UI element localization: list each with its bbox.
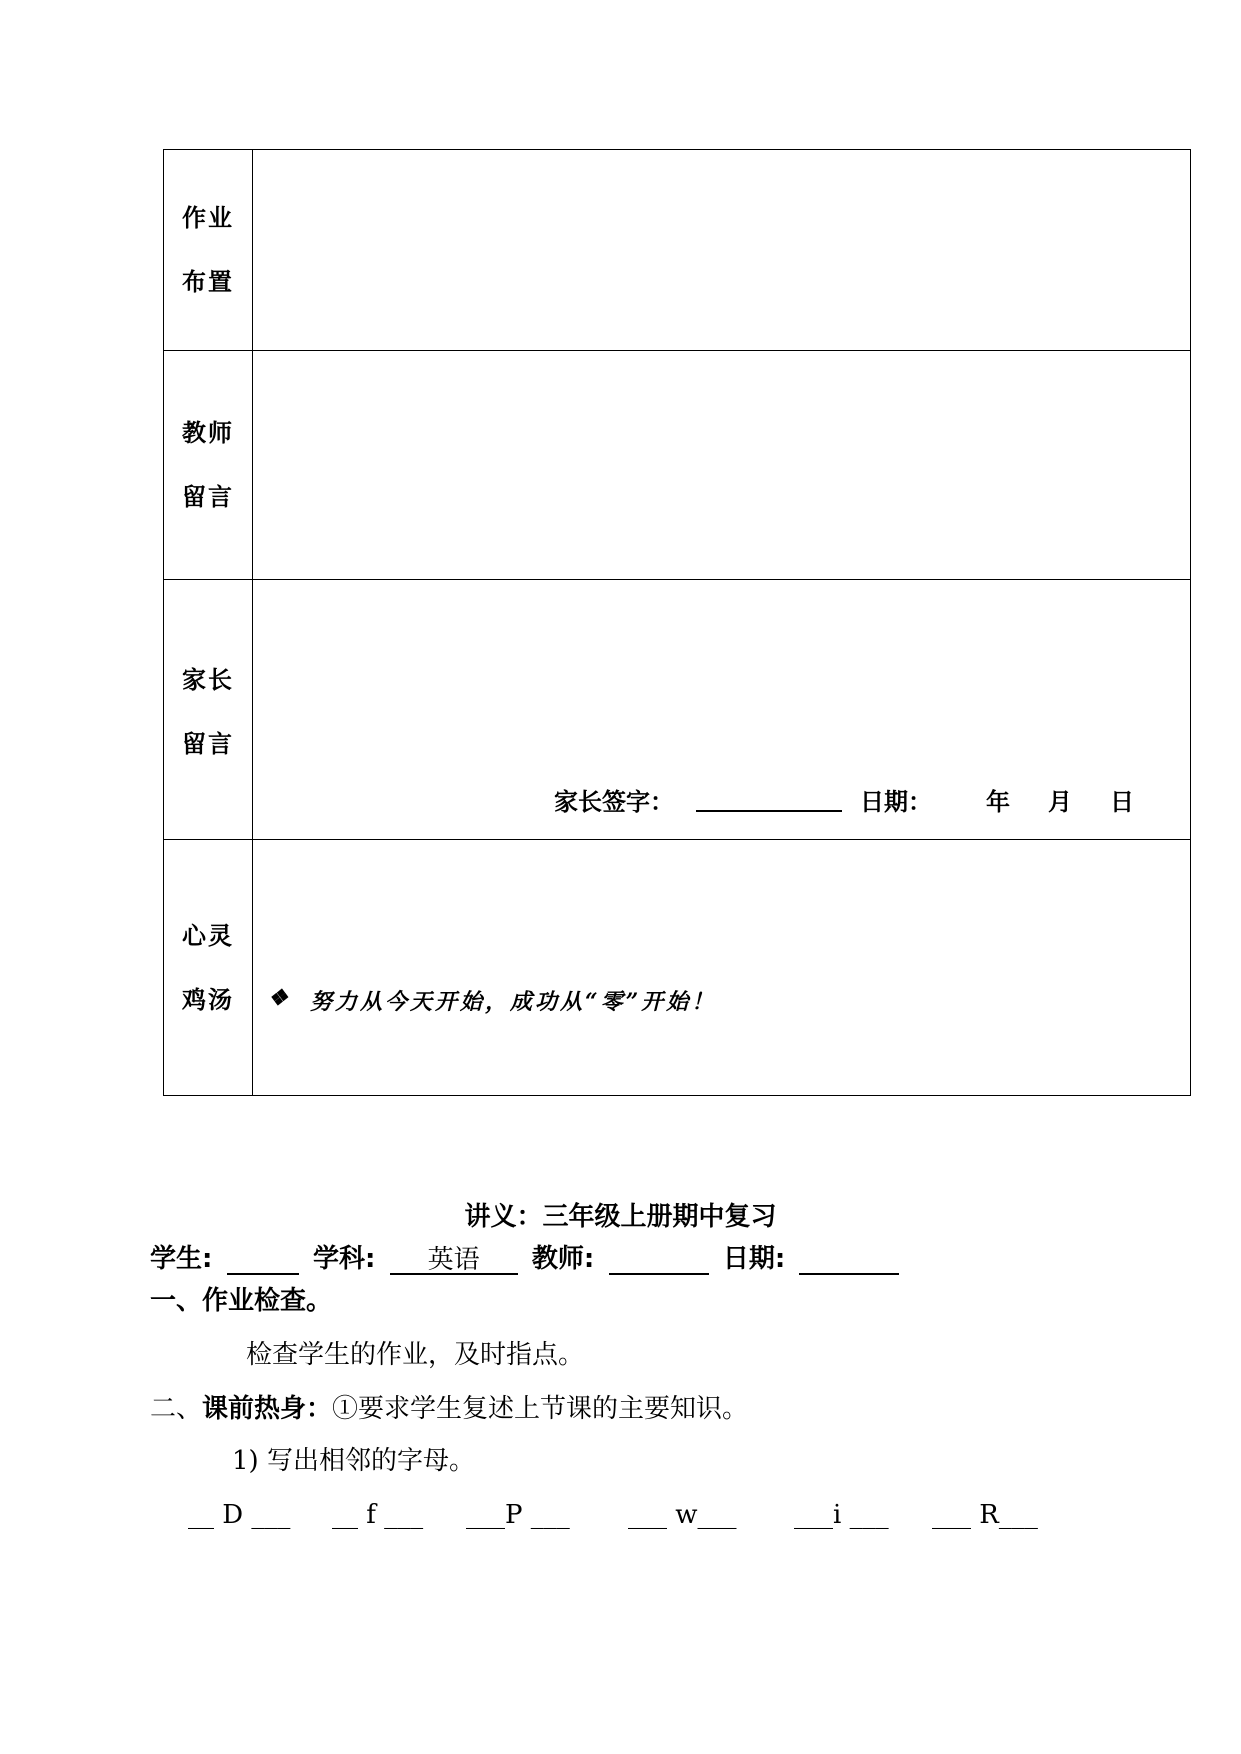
section2-title: 课前热身：	[202, 1394, 333, 1424]
row-parent-message	[164, 579, 1190, 839]
section2-prefix: 二、	[150, 1394, 203, 1424]
letter-blank-6[interactable]: ___ R___	[932, 1500, 1038, 1530]
day-label: 日	[1110, 788, 1134, 816]
letter-blank-5[interactable]: ___i ___	[794, 1500, 889, 1530]
row-inspiration	[164, 839, 1190, 1097]
inspirational-quote: 努力从今天开始，成功从“零”开始！	[310, 989, 717, 1015]
letter-blank-2[interactable]: __ f ___	[332, 1500, 424, 1530]
date-label: 日期：	[860, 788, 932, 816]
bullet-icon: ❖	[268, 985, 291, 1011]
row-teacher-message	[164, 350, 1190, 579]
date-blank[interactable]	[799, 1247, 899, 1275]
letter-blank-4[interactable]: ___ w___	[628, 1500, 737, 1530]
section2-line	[150, 1388, 748, 1425]
parent-signature-line[interactable]	[696, 810, 842, 812]
handout-title: 讲义：三年级上册期中复习	[464, 1202, 777, 1232]
date-label: 日期:	[722, 1244, 786, 1274]
teacher-blank[interactable]	[609, 1247, 709, 1275]
row-label: 家长 留言	[182, 666, 234, 758]
teacher-label: 教师:	[531, 1244, 595, 1274]
row-label: 心灵 鸡汤	[182, 922, 234, 1014]
info-line	[150, 1238, 905, 1275]
section1-text: 检查学生的作业，及时指点。	[246, 1340, 585, 1370]
row-homework	[164, 150, 1190, 350]
row-label: 作业 布置	[182, 204, 234, 296]
form-table	[163, 149, 1191, 1096]
subject-value: 英语	[390, 1247, 518, 1275]
student-blank[interactable]	[227, 1247, 299, 1275]
item1: 1) 写出相邻的字母。	[232, 1446, 475, 1476]
section2-text: ①要求学生复述上节课的主要知识。	[332, 1394, 749, 1424]
section1-title: 一、作业检查。	[150, 1286, 333, 1316]
subject-label: 学科:	[312, 1244, 376, 1274]
letter-blank-1[interactable]: __ D ___	[188, 1500, 291, 1530]
parent-signature-label: 家长签字：	[554, 788, 674, 816]
year-label: 年	[986, 788, 1010, 816]
student-label: 学生:	[150, 1244, 213, 1274]
month-label: 月	[1048, 788, 1072, 816]
letter-blank-3[interactable]: ___P ___	[466, 1500, 570, 1530]
row-label: 教师 留言	[182, 419, 234, 511]
